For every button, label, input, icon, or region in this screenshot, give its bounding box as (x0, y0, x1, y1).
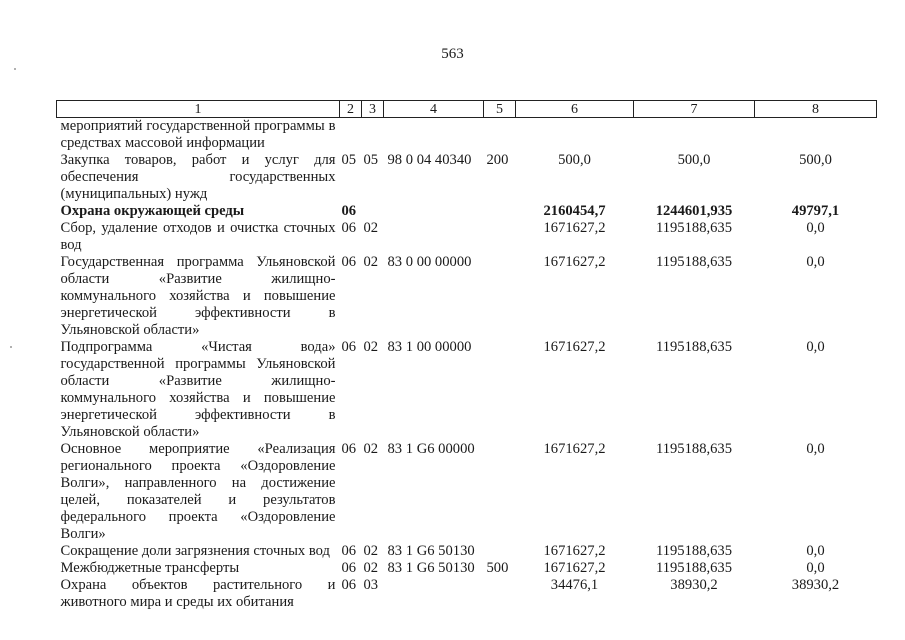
row-amount-6: 1671627,2 (543, 560, 606, 576)
row-amount-6: 500,0 (558, 152, 591, 168)
row-amount-8: 0,0 (806, 339, 825, 355)
row-amount-6: 1671627,2 (543, 543, 606, 559)
row-amount-7: 1244601,935 (655, 203, 733, 219)
row-target-article: 83 1 00 00000 (387, 339, 472, 355)
row-subsection: 02 (363, 339, 379, 355)
table-row (57, 560, 877, 577)
row-name: Сбор, удаление отходов и очистка сточных вод (60, 220, 336, 253)
row-section: 05 (341, 152, 357, 168)
row-name: Сокращение доли загрязнения сточных вод (60, 543, 330, 559)
row-name: Охрана окружающей среды (60, 203, 245, 219)
row-subsection (362, 118, 384, 153)
scan-speck (14, 68, 16, 70)
row-expense-type (484, 118, 516, 153)
row-amount-6: 2160454,7 (543, 203, 606, 219)
page-number: 563 (441, 46, 464, 62)
row-amount-8 (755, 118, 877, 153)
row-section: 06 (341, 203, 357, 219)
row-subsection: 02 (363, 254, 379, 270)
row-name: Охрана объектов растительного и животного мира и среды их обитания (60, 577, 336, 610)
column-header: 5 (484, 101, 516, 118)
row-subsection: 05 (363, 152, 379, 168)
row-expense-type (484, 220, 516, 254)
row-expense-type (484, 339, 516, 441)
row-amount-6: 1671627,2 (543, 441, 606, 457)
row-amount-8: 0,0 (806, 543, 825, 559)
row-amount-7: 1195188,635 (655, 254, 733, 270)
column-header: 4 (384, 101, 484, 118)
row-target-article (384, 118, 484, 153)
row-expense-type: 500 (486, 560, 509, 576)
row-amount-7: 1195188,635 (655, 441, 733, 457)
row-amount-8: 0,0 (806, 441, 825, 457)
row-subsection: 02 (363, 560, 379, 576)
row-target-article (384, 220, 484, 254)
row-amount-7: 1195188,635 (655, 560, 733, 576)
row-subsection (362, 203, 384, 220)
row-amount-8: 49797,1 (791, 203, 840, 219)
column-header: 2 (340, 101, 362, 118)
table-row (57, 543, 877, 560)
row-target-article: 83 1 G6 00000 (387, 441, 475, 457)
row-amount-6: 1671627,2 (543, 339, 606, 355)
table-row (57, 152, 877, 203)
row-section: 06 (341, 254, 357, 270)
row-section: 06 (341, 560, 357, 576)
column-header: 8 (755, 101, 877, 118)
row-section (340, 118, 362, 153)
row-expense-type (484, 203, 516, 220)
row-amount-7: 500,0 (677, 152, 711, 168)
table-row (57, 220, 877, 254)
row-name: Государственная программа Ульяновской области «Развитие жилищно-коммунального хозяйства и повышение энергетической эффективности в Ульяновской области» (60, 254, 336, 338)
row-expense-type (484, 441, 516, 543)
row-name: мероприятий государственной программы в средствах массовой информации (60, 118, 336, 151)
row-amount-7: 38930,2 (670, 577, 718, 593)
row-subsection: 02 (363, 543, 379, 559)
column-header: 1 (57, 101, 340, 118)
row-amount-6 (516, 118, 634, 153)
row-target-article: 98 0 04 40340 (387, 152, 472, 168)
table-row (57, 577, 877, 611)
table-header-row (57, 101, 877, 118)
row-amount-6: 1671627,2 (543, 254, 606, 270)
row-amount-6: 34476,1 (550, 577, 599, 593)
row-amount-6: 1671627,2 (543, 220, 606, 236)
table-row (57, 254, 877, 339)
row-amount-8: 0,0 (806, 220, 825, 236)
row-name: Основное мероприятие «Реализация регионального проекта «Оздоровление Волги», направленного на достижение целей, показателей и результатов федерального проекта «Оздоровление Волги» (60, 441, 336, 542)
row-subsection: 03 (363, 577, 379, 593)
table-row (57, 441, 877, 543)
row-subsection: 02 (363, 441, 379, 457)
row-amount-8: 38930,2 (791, 577, 840, 593)
budget-table (56, 100, 877, 611)
table-row (57, 118, 877, 153)
row-amount-7: 1195188,635 (655, 339, 733, 355)
table-row (57, 203, 877, 220)
row-amount-8: 0,0 (806, 560, 825, 576)
table-row (57, 339, 877, 441)
row-expense-type (484, 577, 516, 611)
scan-speck (10, 346, 12, 348)
row-target-article: 83 0 00 00000 (387, 254, 472, 270)
row-section: 06 (341, 577, 357, 593)
column-header: 7 (634, 101, 755, 118)
row-expense-type (484, 254, 516, 339)
row-target-article: 83 1 G6 50130 (387, 560, 475, 576)
row-name: Межбюджетные трансферты (60, 560, 240, 576)
row-amount-7: 1195188,635 (655, 543, 733, 559)
row-expense-type: 200 (486, 152, 509, 168)
row-section: 06 (341, 220, 357, 236)
row-amount-7 (634, 118, 755, 153)
row-target-article (384, 577, 484, 611)
row-name: Закупка товаров, работ и услуг для обеспечения государственных (муниципальных) нужд (60, 152, 336, 202)
row-subsection: 02 (363, 220, 379, 236)
row-amount-8: 500,0 (799, 152, 832, 168)
column-header: 6 (516, 101, 634, 118)
row-section: 06 (341, 441, 357, 457)
row-expense-type (484, 543, 516, 560)
row-name: Подпрограмма «Чистая вода» государственной программы Ульяновской области «Развитие жилищно-коммунального хозяйства и повышение энергетической эффективности в Ульяновской области» (60, 339, 336, 440)
row-section: 06 (341, 339, 357, 355)
row-section: 06 (341, 543, 357, 559)
row-amount-8: 0,0 (806, 254, 825, 270)
table-body (57, 118, 877, 612)
row-amount-7: 1195188,635 (655, 220, 733, 236)
row-target-article: 83 1 G6 50130 (387, 543, 475, 559)
row-target-article (384, 203, 484, 220)
column-header: 3 (362, 101, 384, 118)
